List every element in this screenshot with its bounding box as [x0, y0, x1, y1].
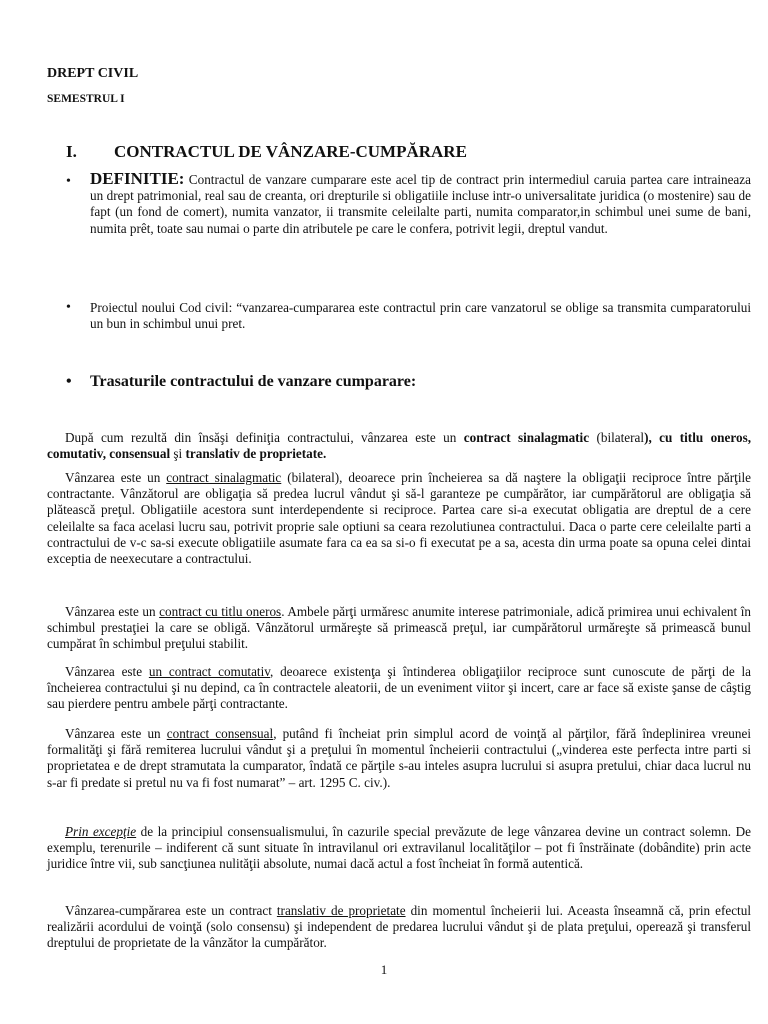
- text-run-underlined: contract consensual: [166, 726, 274, 741]
- text-run-bold: contract sinalagmatic: [463, 430, 590, 445]
- page-number: 1: [380, 962, 388, 977]
- text-run-bold: ), cu titlu oneros: [644, 430, 748, 445]
- text-run: Vânzarea este un: [65, 604, 160, 619]
- project-bullet: [66, 300, 751, 334]
- bullet-icon: •: [66, 174, 71, 189]
- text-run: (bilateral), deoarece prin încheierea sa dă naştere la obligaţii reciproce între părţile contractante. Vânzătorul are obligaţia să predea lucrul vândut şi să-l garanteze pe cumpărător, iar cumpărătorul are obligaţia să plătească preţul. Obligatiile acestora sunt interdependente si reciproce. Partea care si-a executat obligatia are dreptul de a cere celeilalte sa faca acelasi lucru sau, potrivit proprie sale optiuni sa ceara rezolutiunea contractului. Daca o parte cere celeilalte parti a contractului de v-c sa-si execute obligatiile asumate fara ca ea sa si-o fi executat pe a sa, acesta din urma poate sa opuna celei dintai exceptia de neexecutare a contractului.: [47, 470, 752, 567]
- paragraph-sinalagmatic: [47, 470, 751, 567]
- text-run-underlined: un contract comutativ: [148, 664, 270, 679]
- text-run-bold: ,: [747, 430, 752, 445]
- definition-bullet: [66, 171, 751, 291]
- text-run-bold: comutativ: [47, 446, 103, 462]
- text-run-italic-underlined: Prin excepţie: [65, 824, 137, 839]
- text-run: , putând fi încheiat prin simplul acord de voinţă al părţilor, fără îndeplinirea vreunei formalităţi şi fără remiterea lucrului vândut şi a preţului în momentul încheierii contractului („vinderea este perfecta intre parti si proprietatea e de drept stramutata la cumparator, îndată ce părţile s-au inteles asupra lucrului si asupra pretului, chiar daca lucrul nu s-ar fi predate si pretul nu va fi fost numarat” – art. 1295 C. civ.).: [47, 726, 752, 790]
- traits-heading-text: Trasaturile contractului de vanzare cumparare:: [90, 373, 417, 390]
- bullet-icon: •: [66, 300, 71, 315]
- text-run: şi: [170, 446, 186, 462]
- text-run-bold: ,: [102, 446, 110, 462]
- text-run: . Ambele părţi urmăresc anumite interese patrimoniale, adică primirea unui echivalent în schimbul prestaţiei la care se obligă. Vânzătorul urmăreşte să primească preţul, iar cumpărătorul urmăreşte să primească bunul cumpărat în schimbul preţului stabilit.: [47, 604, 752, 652]
- text-run: Vânzarea-cumpărarea este un contract: [65, 903, 277, 918]
- paragraph-comutativ: [47, 664, 751, 713]
- section-title: CONTRACTUL DE VÂNZARE-CUMPĂRARE: [114, 142, 467, 161]
- text-run: din momentul încheierii lui. Aceasta înseamnă că, prin efectul realizării acordului de voinţă (solo consensu) şi independent de predarea lucrului vândut şi de plata preţului, operează şi transferul dreptului de proprietate de la vânzător la cumpărător.: [47, 903, 751, 951]
- definition-label: DEFINITIE:: [90, 169, 185, 188]
- bullet-icon: •: [66, 373, 72, 390]
- text-run-underlined: contract sinalagmatic: [166, 470, 282, 485]
- definition-body: Contractul de vanzare cumparare este acel tip de contract prin intermediul caruia partea care intraineaza un drept patrimonial, real sau de creanta, ori drepturile si obligatiile incluse intr-o universalitate juridica (o mostenire) sau de fapt (un fond de comert), numita vanzator, ii transmite celeilalte parti, numita comparator,in schimbul unei sume de bani, numita prêt, toate sau numai o parte din atributele pe care le confera, potrivit legii, dreptul vandut.: [90, 172, 751, 236]
- paragraph-translativ: [47, 903, 751, 952]
- definition-text: [90, 171, 751, 237]
- paragraph-intro: [47, 430, 751, 462]
- text-run: După cum rezultă din însăşi definiţia contractului, vânzarea este un: [65, 430, 464, 445]
- section-heading: [66, 142, 467, 162]
- text-run: Vânzarea este: [65, 664, 149, 679]
- traits-heading: [66, 373, 416, 391]
- text-run-underlined: contract cu titlu oneros: [159, 604, 282, 619]
- text-run-bold: translativ de proprietate.: [185, 446, 327, 462]
- paragraph-exception: [47, 824, 751, 873]
- course-title: DREPT CIVIL: [47, 66, 139, 81]
- semester-label: SEMESTRUL I: [47, 93, 125, 105]
- text-run: (bilateral: [589, 430, 645, 445]
- paragraph-consensual: [47, 726, 751, 791]
- paragraph-oneros: [47, 604, 751, 653]
- text-run: Vânzarea este un: [65, 726, 167, 741]
- text-run: Vânzarea este un: [65, 470, 167, 485]
- section-number: I.: [66, 142, 77, 161]
- text-run-bold: consensual: [109, 446, 171, 462]
- project-text: Proiectul noului Cod civil: “vanzarea-cumpararea este contractul prin care vanzatorul se oblige sa transmita cumparatorului un bun in schimbul unui pret.: [90, 300, 751, 332]
- text-run: de la principiul consensualismului, în cazurile special prevăzute de lege vânzarea devine un contract solemn. De exemplu, terenurile – indiferent că sunt situate în intravilanul ori extravilanul localităţilor – pot fi înstrăinate (dobândite) prin acte juridice între vii, sub sancţiunea nulităţii absolute, numai dacă actul a fost încheiat în formă autentică.: [47, 824, 751, 872]
- text-run-underlined: translativ de proprietate: [276, 903, 406, 918]
- text-run: , deoarece existenţa şi întinderea obligaţiilor reciproce sunt cunoscute de părţi de la încheierea contractului şi nu depind, ca în contractele aleatorii, de un eveniment viitor şi incert, care ar face să existe şanse de câştig sau pierdere pentru ambele părţi contractante.: [47, 664, 751, 712]
